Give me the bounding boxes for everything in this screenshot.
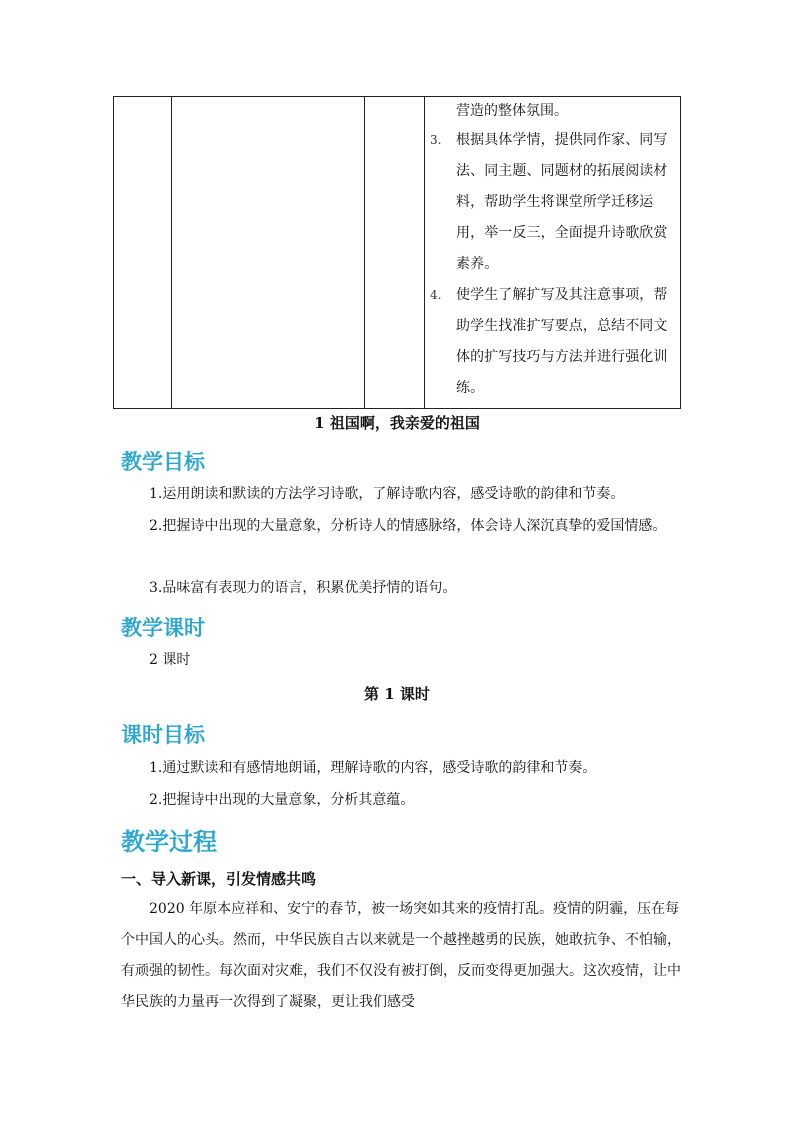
- list-item-text: 根据具体学情，提供同作家、同写法、同主题、同题材的拓展阅读材料，帮助学生将课堂所学迁移运用，举一反三，全面提升诗歌欣赏素养。: [456, 132, 668, 272]
- goal-item: 3.品味富有表现力的语言，积累优美抒情的语句。: [149, 580, 457, 596]
- table-content-cell: [424, 97, 680, 408]
- lesson-goal-item: 2.把握诗中出现的大量意象，分析其意蕴。: [149, 792, 415, 808]
- plan-table-fragment: [113, 96, 681, 409]
- list-item-text: 使学生了解扩写及其注意事项，帮助学生找准扩写要点，总结不同文体的扩写技巧与方法并进行强化训练。: [456, 287, 668, 396]
- step-1-text: 2020 年原本应祥和、安宁的春节，被一场突如其来的疫情打乱。疫情的阴霾，压在每个中国人的心头。然而，中华民族自古以来就是一个越挫越勇的民族，她敢抗争、不怕输，有顽强的韧性。每次面对灾难，我们不仅没有被打倒，反而变得更加强大。这次疫情，让中华民族的力量再一次得到了凝聚，更让我们感受: [121, 901, 681, 1010]
- continued-text: 营造的整体氛围。: [456, 103, 568, 119]
- heading-teaching-hours: 教学课时: [121, 616, 205, 640]
- heading-lesson-goals: 课时目标: [121, 723, 205, 747]
- list-item-number: 4.: [430, 288, 442, 302]
- heading-teaching-process: 教学过程: [121, 828, 217, 856]
- table-column-divider: [171, 97, 172, 408]
- table-column-divider: [364, 97, 365, 408]
- lesson-1-title: 第 1 课时: [364, 685, 430, 703]
- list-item: [424, 125, 676, 280]
- goal-item: 2.把握诗中出现的大量意象，分析诗人的情感脉络，体会诗人深沉真挚的爱国情感。: [149, 518, 667, 534]
- heading-teaching-goals: 教学目标: [121, 450, 205, 474]
- goal-item: 1.运用朗读和默读的方法学习诗歌，了解诗歌内容，感受诗歌的韵律和节奏。: [149, 486, 625, 502]
- lesson-goal-item: 1.通过默读和有感情地朗诵，理解诗歌的内容，感受诗歌的韵律和节奏。: [149, 760, 597, 776]
- list-item-number: 3.: [430, 133, 442, 147]
- lesson-title: 1 祖国啊，我亲爱的祖国: [314, 414, 480, 432]
- hours-value: 2 课时: [149, 652, 191, 668]
- list-item: [424, 280, 676, 404]
- step-1-title: 一、导入新课，引发情感共鸣: [121, 870, 317, 888]
